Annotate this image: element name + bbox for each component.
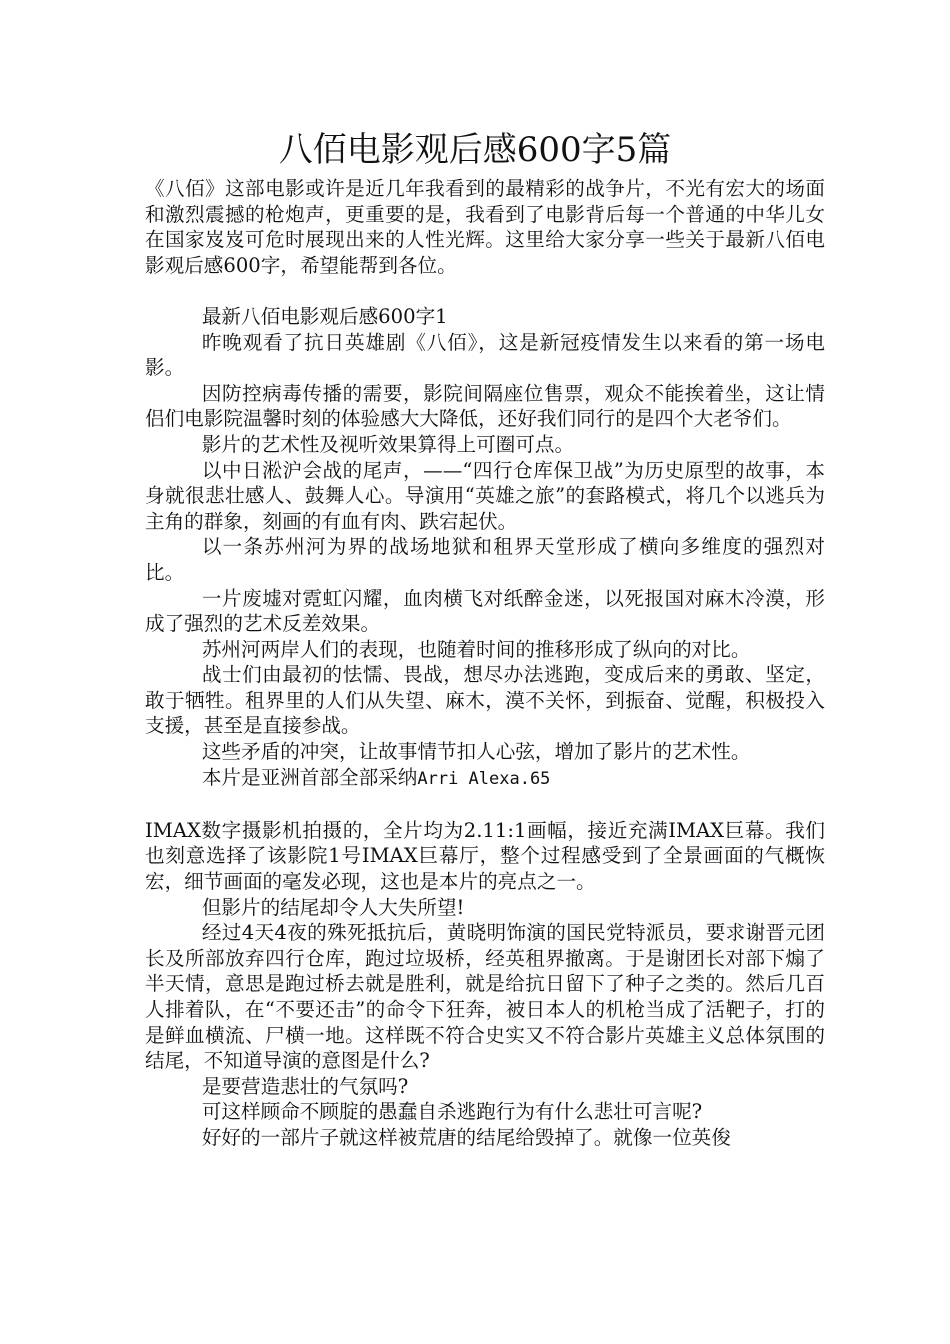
page-title: 八佰电影观后感600字5篇: [278, 130, 672, 170]
imax-paragraph: IMAX数字摄影机拍摄的，全片均为2.11:1画幅，接近充满IMAX巨幕。我们也刻意选择了该影院1号IMAX巨幕厅，整个过程感受到了全景画面的气概恢宏，细节画面的毫发必现，这也是本片的亮点之一。: [145, 818, 825, 894]
body-paragraph: 昨晚观看了抗日英雄剧《八佰》，这是新冠疫情发生以来看的第一场电影。: [145, 330, 825, 380]
body-paragraph: 苏州河两岸人们的表现，也随着时间的推移形成了纵向的对比。: [201, 637, 751, 661]
camera-line: [145, 765, 825, 793]
closing-paragraph: 可这样顾命不顾腚的愚蠢自杀逃跑行为有什么悲壮可言呢?: [201, 1100, 703, 1124]
section-heading: 最新八佰电影观后感600字1: [201, 304, 448, 328]
document-body: [145, 176, 825, 1151]
body-paragraph: 以中日淞沪会战的尾声，——“四行仓库保卫战”为历史原型的故事，本身就很悲壮感人、鼓舞人心。导演用“英雄之旅”的套路模式，将几个以逃兵为主角的群象，刻画的有血有肉、跌宕起伏。: [145, 458, 825, 533]
body-paragraph: 战士们由最初的怯懦、畏战，想尽办法逃跑，变成后来的勇敢、坚定，敢于牺牲。租界里的人们从失望、麻木，漠不关怀，到振奋、觉醒，积极投入支援，甚至是直接参战。: [145, 663, 825, 738]
closing-paragraph: 经过4天4夜的殊死抵抗后，黄晓明饰演的国民党特派员，要求谢晋元团长及所部放弃四行仓库，跑过垃圾桥，经英租界撤离。于是谢团长对部下煽了半天情，意思是跑过桥去就是胜利，就是给抗日留下了种子之类的。然后几百人排着队，在“不要还击”的命令下狂奔，被日本人的机枪当成了活靶子，打的是鲜血横流、尸横一地。这样既不符合史实又不符合影片英雄主义总体氛围的结尾，不知道导演的意图是什么?: [145, 921, 825, 1073]
closing-paragraph: 但影片的结尾却令人大失所望!: [201, 895, 465, 919]
camera-line-prefix: 本片是亚洲首部全部采纳: [201, 765, 418, 789]
body-paragraph: 一片废墟对霓虹闪耀，血肉横飞对纸醉金迷，以死报国对麻木冷漠，形成了强烈的艺术反差效果。: [145, 586, 825, 636]
intro-paragraph: 《八佰》这部电影或许是近几年我看到的最精彩的战争片，不光有宏大的场面和激烈震撼的枪炮声，更重要的是，我看到了电影背后每一个普通的中华儿女在国家岌岌可危时展现出来的人性光辉。这里给大家分享一些关于最新八佰电影观后感600字，希望能帮到各位。: [145, 177, 825, 277]
body-paragraph: 因防控病毒传播的需要，影院间隔座位售票，观众不能挨着坐，这让情侣们电影院温馨时刻的体验感大大降低，还好我们同行的是四个大老爷们。: [145, 381, 825, 431]
body-paragraph: 影片的艺术性及视听效果算得上可圈可点。: [201, 432, 575, 456]
body-paragraph: 以一条苏州河为界的战场地狱和租界天堂形成了横向多维度的强烈对比。: [145, 535, 825, 584]
closing-paragraph: 好好的一部片子就这样被荒唐的结尾给毁掉了。就像一位英俊: [201, 1125, 731, 1149]
closing-paragraph: 是要营造悲壮的气氛吗?: [201, 1074, 409, 1098]
body-paragraph: 这些矛盾的冲突，让故事情节扣人心弦，增加了影片的艺术性。: [201, 740, 751, 764]
camera-model: Arri Alexa.65: [417, 768, 551, 789]
